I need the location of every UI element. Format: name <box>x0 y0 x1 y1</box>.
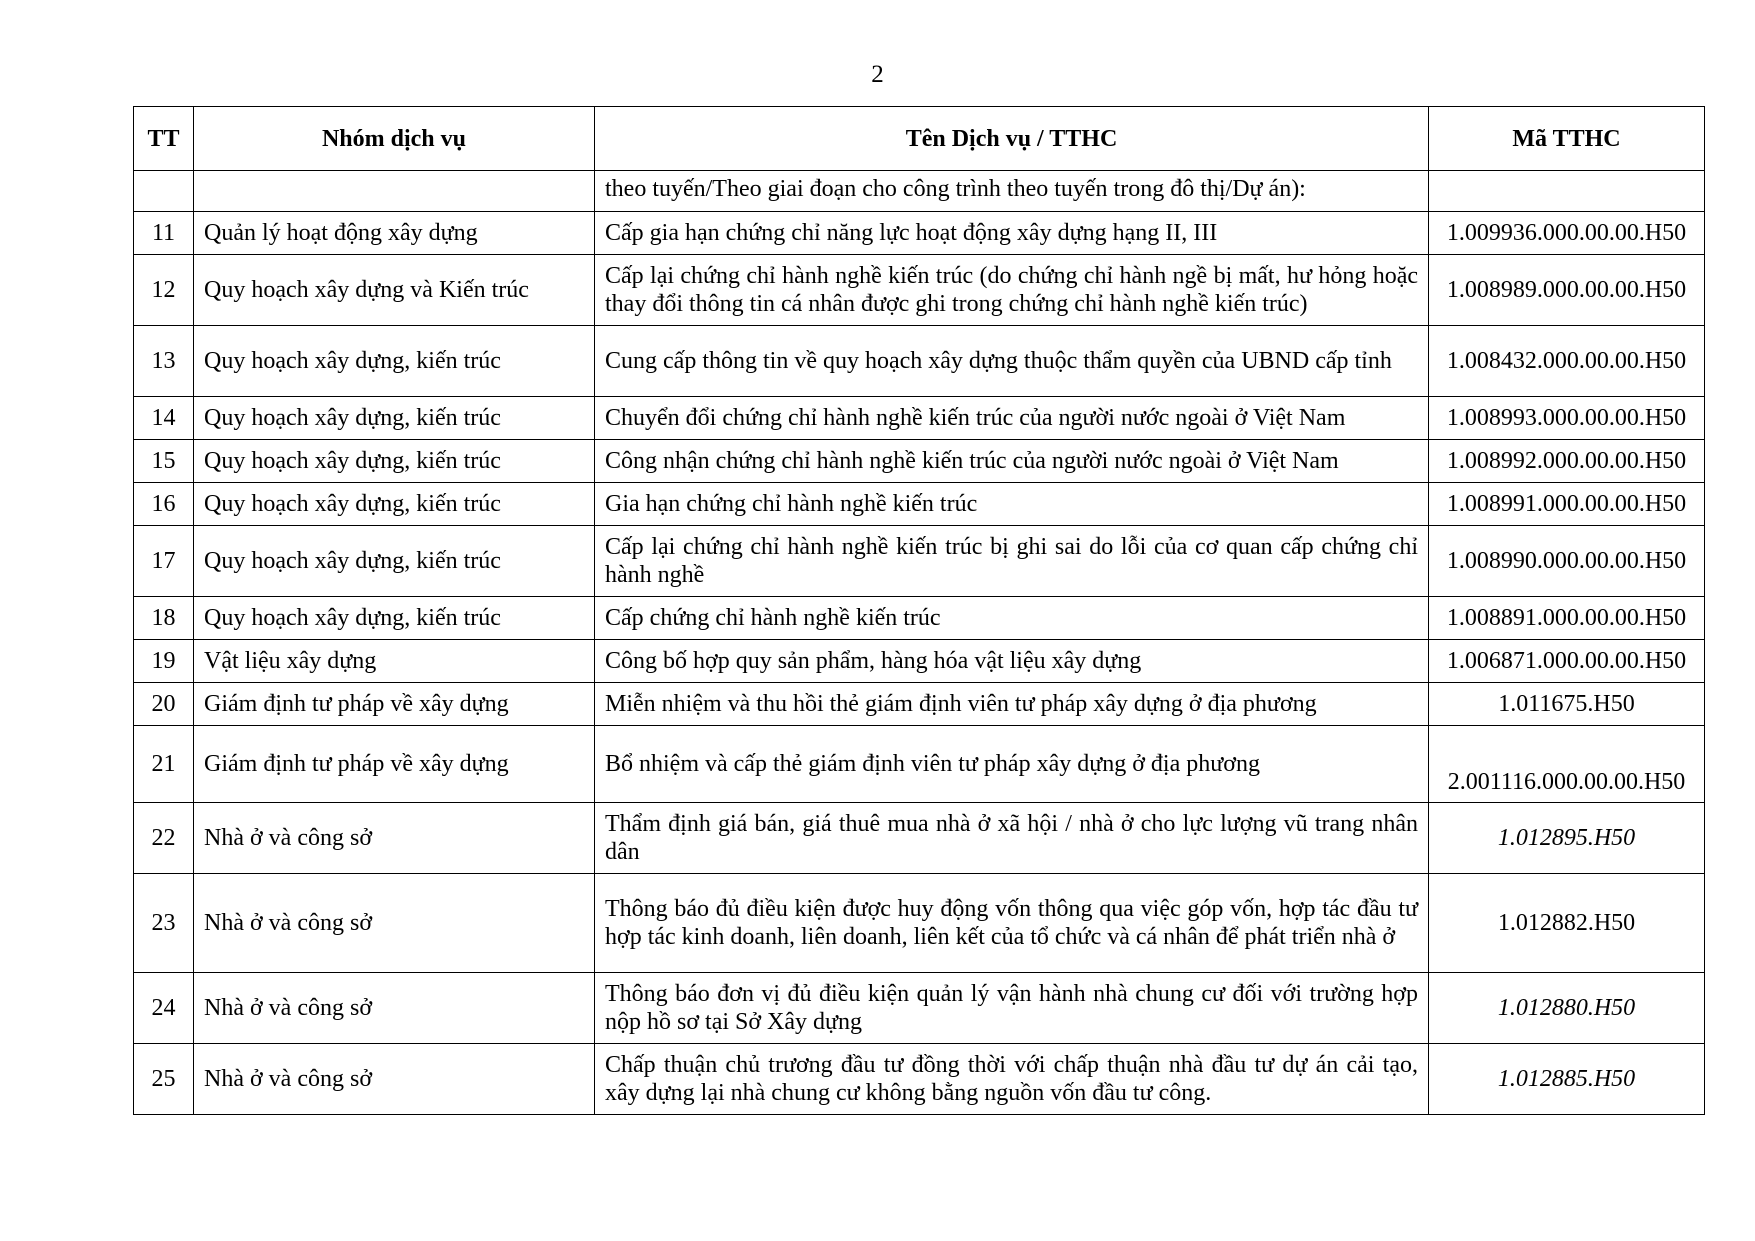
cell-tt: 25 <box>134 1044 194 1115</box>
cell-code: 1.008993.000.00.00.H50 <box>1429 397 1705 440</box>
cell-code: 1.012895.H50 <box>1429 803 1705 874</box>
cell-tt: 24 <box>134 973 194 1044</box>
table-row <box>134 255 1705 326</box>
cell-tt: 17 <box>134 526 194 597</box>
table-row <box>134 640 1705 683</box>
cell-code: 1.009936.000.00.00.H50 <box>1429 212 1705 255</box>
cell-name: Công nhận chứng chỉ hành nghề kiến trúc của người nước ngoài ở Việt Nam <box>595 440 1429 483</box>
cell-tt: 21 <box>134 726 194 803</box>
table-body <box>134 171 1705 1115</box>
table-row <box>134 526 1705 597</box>
cell-group: Nhà ở và công sở <box>194 973 595 1044</box>
table-row <box>134 973 1705 1044</box>
cell-tt: 20 <box>134 683 194 726</box>
table-row <box>134 803 1705 874</box>
cell-name: Gia hạn chứng chỉ hành nghề kiến trúc <box>595 483 1429 526</box>
cell-code: 2.001116.000.00.00.H50 <box>1429 726 1705 803</box>
cell-group: Quy hoạch xây dựng, kiến trúc <box>194 326 595 397</box>
header-tt: TT <box>134 107 194 171</box>
cell-group: Nhà ở và công sở <box>194 1044 595 1115</box>
cell-name: Thẩm định giá bán, giá thuê mua nhà ở xã hội / nhà ở cho lực lượng vũ trang nhân dân <box>595 803 1429 874</box>
table-row-continuation <box>134 171 1705 212</box>
cell-tt: 16 <box>134 483 194 526</box>
cell-name: Cung cấp thông tin về quy hoạch xây dựng thuộc thẩm quyền của UBND cấp tỉnh <box>595 326 1429 397</box>
cell-code: 1.012885.H50 <box>1429 1044 1705 1115</box>
cell-group: Quy hoạch xây dựng, kiến trúc <box>194 597 595 640</box>
header-group: Nhóm dịch vụ <box>194 107 595 171</box>
table-row <box>134 597 1705 640</box>
cell-group: Quy hoạch xây dựng, kiến trúc <box>194 397 595 440</box>
cell-code: 1.008991.000.00.00.H50 <box>1429 483 1705 526</box>
cell-tt: 22 <box>134 803 194 874</box>
cell-tt: 19 <box>134 640 194 683</box>
cell-tt: 18 <box>134 597 194 640</box>
cell-name: Miễn nhiệm và thu hồi thẻ giám định viên tư pháp xây dựng ở địa phương <box>595 683 1429 726</box>
cell-code: 1.011675.H50 <box>1429 683 1705 726</box>
cell-name: Chuyển đổi chứng chỉ hành nghề kiến trúc của người nước ngoài ở Việt Nam <box>595 397 1429 440</box>
table-row <box>134 326 1705 397</box>
header-row <box>134 107 1705 171</box>
cell-name: Cấp gia hạn chứng chỉ năng lực hoạt động xây dựng hạng II, III <box>595 212 1429 255</box>
cell-code <box>1429 171 1705 212</box>
table-row <box>134 1044 1705 1115</box>
header-code: Mã TTHC <box>1429 107 1705 171</box>
cell-name: Thông báo đơn vị đủ điều kiện quản lý vận hành nhà chung cư đối với trường hợp nộp hồ sơ tại Sở Xây dựng <box>595 973 1429 1044</box>
table-row <box>134 440 1705 483</box>
table-row <box>134 483 1705 526</box>
table-row <box>134 212 1705 255</box>
cell-name: Cấp lại chứng chỉ hành nghề kiến trúc (do chứng chỉ hành ngề bị mất, hư hỏng hoặc thay đổi thông tin cá nhân được ghi trong chứng chỉ hành nghề kiến trúc) <box>595 255 1429 326</box>
cell-tt: 15 <box>134 440 194 483</box>
cell-tt: 14 <box>134 397 194 440</box>
header-name: Tên Dịch vụ / TTHC <box>595 107 1429 171</box>
cell-code: 1.008990.000.00.00.H50 <box>1429 526 1705 597</box>
table-row <box>134 874 1705 973</box>
cell-name: Chấp thuận chủ trương đầu tư đồng thời với chấp thuận nhà đầu tư dự án cải tạo, xây dựng lại nhà chung cư không bằng nguồn vốn đầu tư công. <box>595 1044 1429 1115</box>
cell-group: Giám định tư pháp về xây dựng <box>194 726 595 803</box>
cell-code: 1.008992.000.00.00.H50 <box>1429 440 1705 483</box>
services-table <box>133 106 1705 1115</box>
cell-name: Cấp chứng chỉ hành nghề kiến trúc <box>595 597 1429 640</box>
cell-group: Giám định tư pháp về xây dựng <box>194 683 595 726</box>
cell-group: Quy hoạch xây dựng, kiến trúc <box>194 526 595 597</box>
cell-tt: 23 <box>134 874 194 973</box>
table-row <box>134 683 1705 726</box>
page-number: 2 <box>871 61 884 88</box>
cell-code: 1.008432.000.00.00.H50 <box>1429 326 1705 397</box>
cell-code: 1.008989.000.00.00.H50 <box>1429 255 1705 326</box>
cell-tt <box>134 171 194 212</box>
cell-name: Bổ nhiệm và cấp thẻ giám định viên tư pháp xây dựng ở địa phương <box>595 726 1429 803</box>
table-row <box>134 726 1705 803</box>
cell-group: Nhà ở và công sở <box>194 803 595 874</box>
cell-group: Quy hoạch xây dựng và Kiến trúc <box>194 255 595 326</box>
cell-code: 1.012882.H50 <box>1429 874 1705 973</box>
cell-group: Vật liệu xây dựng <box>194 640 595 683</box>
cell-name: theo tuyến/Theo giai đoạn cho công trình theo tuyến trong đô thị/Dự án): <box>595 171 1429 212</box>
cell-tt: 12 <box>134 255 194 326</box>
table-row <box>134 397 1705 440</box>
cell-tt: 11 <box>134 212 194 255</box>
cell-group: Quản lý hoạt động xây dựng <box>194 212 595 255</box>
table-header <box>134 107 1705 171</box>
cell-name: Thông báo đủ điều kiện được huy động vốn thông qua việc góp vốn, hợp tác đầu tư hợp tác kinh doanh, liên doanh, liên kết của tổ chức và cá nhân để phát triển nhà ở <box>595 874 1429 973</box>
cell-group: Nhà ở và công sở <box>194 874 595 973</box>
cell-group <box>194 171 595 212</box>
cell-tt: 13 <box>134 326 194 397</box>
cell-code: 1.008891.000.00.00.H50 <box>1429 597 1705 640</box>
cell-group: Quy hoạch xây dựng, kiến trúc <box>194 440 595 483</box>
cell-group: Quy hoạch xây dựng, kiến trúc <box>194 483 595 526</box>
cell-code: 1.012880.H50 <box>1429 973 1705 1044</box>
cell-code: 1.006871.000.00.00.H50 <box>1429 640 1705 683</box>
cell-name: Công bố hợp quy sản phẩm, hàng hóa vật liệu xây dựng <box>595 640 1429 683</box>
cell-name: Cấp lại chứng chỉ hành nghề kiến trúc bị ghi sai do lỗi của cơ quan cấp chứng chỉ hành nghề <box>595 526 1429 597</box>
